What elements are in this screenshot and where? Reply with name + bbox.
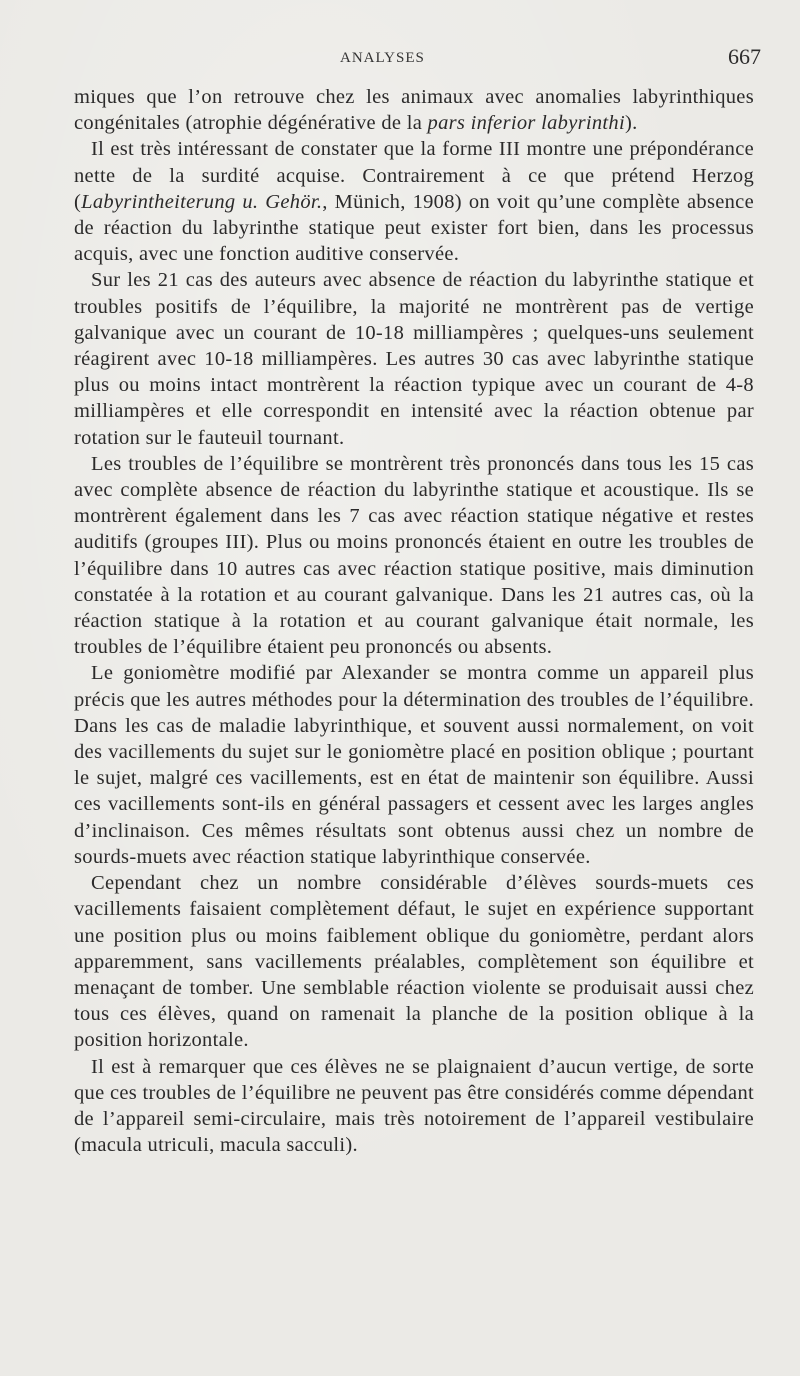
page-number: 667 bbox=[728, 44, 761, 69]
running-head bbox=[0, 44, 800, 74]
body-text bbox=[74, 84, 754, 1158]
paragraph-3: Sur les 21 cas des auteurs avec absence de réaction du labyrinthe statique et troubles positifs de l’équilibre, la majorité ne montrèrent pas de vertige galvanique avec un courant de 10-18 milliampères ; quelques-uns seulement réagirent avec 10-18 milliampères. Les autres 30 cas avec labyrinthe statique plus ou moins intact montrèrent la réaction typique avec un courant de 4-8 milliampères et elle correspondit en intensité avec la réaction obtenue par rotation sur le fauteuil tournant. bbox=[74, 269, 754, 449]
paragraph-2-citation-title: Labyrintheiterung u. Gehör. bbox=[81, 190, 323, 213]
paragraph-1-text: miques que l’on retrouve chez les animaux avec anomalies labyrinthiques congénitales (atrophie dégénérative de la bbox=[74, 86, 754, 135]
paragraph-6: Cependant chez un nombre considérable d’élèves sourds-muets ces vacillements faisaient complètement défaut, le sujet en expérience supportant une position plus ou moins faiblement oblique du goniomètre, perdant alors apparemment, sans vacillements préalables, complètement son équilibre et menaçant de tomber. Une semblable réaction violente se produisait aussi chez tous ces élèves, quand on ramenait la planche de la position oblique à la position horizontale. bbox=[74, 872, 754, 1052]
paragraph-1-end: ). bbox=[624, 112, 638, 135]
paragraph-5: Le goniomètre modifié par Alexander se montra comme un appareil plus précis que les autres méthodes pour la détermination des troubles de l’équilibre. Dans les cas de maladie labyrinthique, et souvent aussi normalement, on voit des vacillements du sujet sur le goniomètre placé en position oblique ; pourtant le sujet, malgré ces vacillements, est en état de maintenir son équilibre. Aussi ces vacillements sont-ils en général passagers et cessent avec les larges angles d’inclinaison. Ces mêmes résultats sont obtenus aussi chez un nombre de sourds-muets avec réaction statique labyrinthique conservée. bbox=[74, 662, 754, 868]
paragraph-1-latin-term: pars inferior labyrinthi bbox=[427, 112, 625, 135]
paragraph-7: Il est à remarquer que ces élèves ne se plaignaient d’aucun vertige, de sorte que ces troubles de l’équilibre ne peuvent pas être considérés comme dépendant de l’appareil semi-circulaire, mais très notoirement de l’appareil vestibulaire (macula utriculi, macula sacculi). bbox=[74, 1055, 754, 1157]
paragraph-2-end: , Münich, 1908) on voit qu’une complète absence de réaction du labyrinthe statique peut exister fort bien, dans les processus acquis, avec une fonction auditive conservée. bbox=[74, 190, 754, 266]
running-title: ANALYSES bbox=[340, 50, 425, 66]
paragraph-2-text: Il est très intéressant de constater que la forme III montre une prépondérance nette de la surdité acquise. Contrairement à ce que prétend Herzog ( bbox=[74, 138, 754, 213]
paragraph-2 bbox=[74, 136, 754, 267]
paragraph-4: Les troubles de l’équilibre se montrèrent très prononcés dans tous les 15 cas avec complète absence de réaction du labyrinthe statique et acoustique. Ils se montrèrent également dans les 7 cas avec réaction statique négative et restes auditifs (groupes III). Plus ou moins prononcés étaient en outre les troubles de l’équilibre dans 10 autres cas avec réaction statique positive, mais diminution constatée à la rotation et au courant galvanique. Dans les 21 autres cas, où la réaction statique à la rotation et au courant galvanique était normale, les troubles de l’équilibre étaient peu prononcés ou absents. bbox=[74, 452, 754, 659]
paragraph-1 bbox=[74, 84, 754, 136]
